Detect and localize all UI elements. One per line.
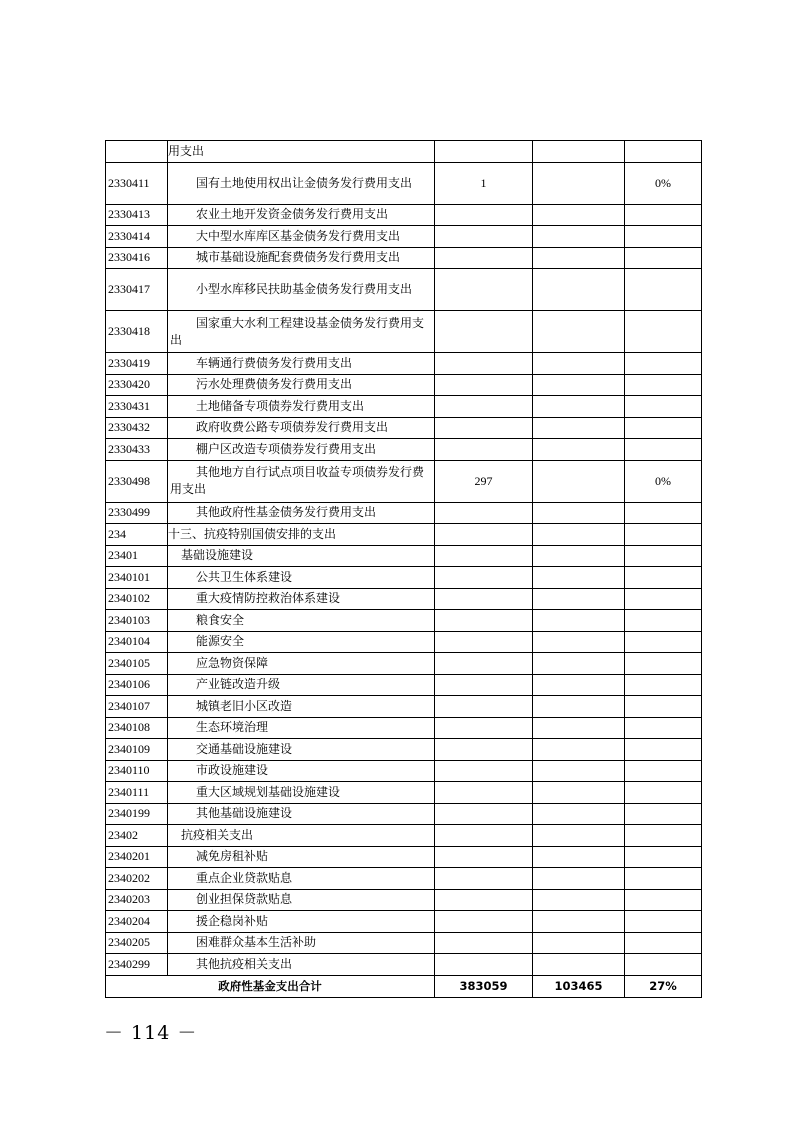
row-exec-value bbox=[533, 374, 625, 396]
total-percent-value: 27% bbox=[625, 975, 702, 997]
table-row bbox=[106, 631, 702, 653]
row-percent-value bbox=[625, 739, 702, 761]
row-exec-value bbox=[533, 204, 625, 226]
row-code: 2340105 bbox=[106, 653, 168, 675]
row-code: 2330431 bbox=[106, 396, 168, 418]
table-row bbox=[106, 911, 702, 933]
row-budget-value bbox=[435, 524, 533, 546]
row-code: 2340109 bbox=[106, 739, 168, 761]
table-row bbox=[106, 889, 702, 911]
table-row bbox=[106, 353, 702, 375]
row-code: 2330416 bbox=[106, 247, 168, 269]
page-number: － 114 － bbox=[104, 1022, 198, 1044]
row-budget-value bbox=[435, 269, 533, 311]
table-row bbox=[106, 396, 702, 418]
row-exec-value bbox=[533, 846, 625, 868]
row-budget-value bbox=[435, 911, 533, 933]
row-code: 2340111 bbox=[106, 782, 168, 804]
row-name: 其他抗疫相关支出 bbox=[168, 954, 435, 976]
row-percent-value: 0% bbox=[625, 460, 702, 502]
row-budget-value bbox=[435, 204, 533, 226]
row-code: 2330420 bbox=[106, 374, 168, 396]
row-code: 2340203 bbox=[106, 889, 168, 911]
table-row bbox=[106, 374, 702, 396]
row-exec-value bbox=[533, 545, 625, 567]
table-row bbox=[106, 460, 702, 502]
row-name: 能源安全 bbox=[168, 631, 435, 653]
row-code: 2330417 bbox=[106, 269, 168, 311]
row-code: 2330413 bbox=[106, 204, 168, 226]
row-name: 车辆通行费债务发行费用支出 bbox=[168, 353, 435, 375]
row-exec-value bbox=[533, 353, 625, 375]
table-row bbox=[106, 932, 702, 954]
row-budget-value bbox=[435, 311, 533, 353]
table-row bbox=[106, 696, 702, 718]
row-name: 政府收费公路专项债券发行费用支出 bbox=[168, 417, 435, 439]
row-budget-value bbox=[435, 567, 533, 589]
row-percent-value bbox=[625, 803, 702, 825]
row-code bbox=[106, 141, 168, 163]
row-percent-value bbox=[625, 717, 702, 739]
row-exec-value bbox=[533, 674, 625, 696]
row-exec-value bbox=[533, 567, 625, 589]
row-name: 援企稳岗补贴 bbox=[168, 911, 435, 933]
row-code: 2340204 bbox=[106, 911, 168, 933]
row-budget-value bbox=[435, 932, 533, 954]
row-code: 2340108 bbox=[106, 717, 168, 739]
row-exec-value bbox=[533, 868, 625, 890]
row-budget-value bbox=[435, 396, 533, 418]
row-name: 污水处理费债务发行费用支出 bbox=[168, 374, 435, 396]
row-name: 交通基础设施建设 bbox=[168, 739, 435, 761]
row-percent-value bbox=[625, 631, 702, 653]
row-percent-value bbox=[625, 868, 702, 890]
row-budget-value bbox=[435, 502, 533, 524]
row-name: 公共卫生体系建设 bbox=[168, 567, 435, 589]
row-name: 其他基础设施建设 bbox=[168, 803, 435, 825]
row-budget-value bbox=[435, 696, 533, 718]
row-percent-value bbox=[625, 247, 702, 269]
table-row bbox=[106, 760, 702, 782]
row-exec-value bbox=[533, 739, 625, 761]
table-row bbox=[106, 545, 702, 567]
row-exec-value bbox=[533, 803, 625, 825]
table-row bbox=[106, 803, 702, 825]
row-budget-value bbox=[435, 439, 533, 461]
row-exec-value bbox=[533, 311, 625, 353]
row-percent-value bbox=[625, 439, 702, 461]
expenditure-table-body bbox=[106, 141, 702, 976]
row-percent-value bbox=[625, 932, 702, 954]
table-row bbox=[106, 247, 702, 269]
row-budget-value: 297 bbox=[435, 460, 533, 502]
row-exec-value bbox=[533, 696, 625, 718]
table-row bbox=[106, 162, 702, 204]
row-budget-value bbox=[435, 610, 533, 632]
table-row bbox=[106, 782, 702, 804]
row-percent-value bbox=[625, 954, 702, 976]
row-exec-value bbox=[533, 717, 625, 739]
row-name: 生态环境治理 bbox=[168, 717, 435, 739]
row-exec-value bbox=[533, 588, 625, 610]
row-budget-value bbox=[435, 247, 533, 269]
row-budget-value bbox=[435, 226, 533, 248]
total-label: 政府性基金支出合计 bbox=[106, 975, 435, 997]
row-code: 2330433 bbox=[106, 439, 168, 461]
table-row bbox=[106, 588, 702, 610]
row-name: 国家重大水利工程建设基金债务发行费用支出 bbox=[168, 311, 435, 353]
row-percent-value bbox=[625, 545, 702, 567]
row-budget-value bbox=[435, 868, 533, 890]
row-budget-value bbox=[435, 588, 533, 610]
row-code: 234 bbox=[106, 524, 168, 546]
row-percent-value bbox=[625, 396, 702, 418]
row-name: 重大区域规划基础设施建设 bbox=[168, 782, 435, 804]
row-code: 2340199 bbox=[106, 803, 168, 825]
row-percent-value bbox=[625, 782, 702, 804]
row-name: 十三、抗疫特别国债安排的支出 bbox=[168, 524, 435, 546]
row-exec-value bbox=[533, 247, 625, 269]
table-row bbox=[106, 417, 702, 439]
table-row bbox=[106, 674, 702, 696]
row-exec-value bbox=[533, 911, 625, 933]
table-row bbox=[106, 141, 702, 163]
table-row bbox=[106, 868, 702, 890]
row-budget-value bbox=[435, 631, 533, 653]
row-exec-value bbox=[533, 396, 625, 418]
total-budget-value: 383059 bbox=[435, 975, 533, 997]
row-name: 其他政府性基金债务发行费用支出 bbox=[168, 502, 435, 524]
row-name: 用支出 bbox=[168, 141, 435, 163]
table-row bbox=[106, 954, 702, 976]
row-budget-value bbox=[435, 889, 533, 911]
row-budget-value bbox=[435, 846, 533, 868]
row-exec-value bbox=[533, 760, 625, 782]
row-percent-value bbox=[625, 204, 702, 226]
row-percent-value bbox=[625, 588, 702, 610]
row-percent-value bbox=[625, 696, 702, 718]
row-name: 重大疫情防控救治体系建设 bbox=[168, 588, 435, 610]
total-row bbox=[106, 975, 702, 997]
row-code: 2340201 bbox=[106, 846, 168, 868]
row-code: 2340299 bbox=[106, 954, 168, 976]
row-name: 小型水库移民扶助基金债务发行费用支出 bbox=[168, 269, 435, 311]
table-row bbox=[106, 653, 702, 675]
row-code: 23402 bbox=[106, 825, 168, 847]
row-percent-value bbox=[625, 141, 702, 163]
row-exec-value bbox=[533, 417, 625, 439]
row-percent-value bbox=[625, 760, 702, 782]
table-row bbox=[106, 502, 702, 524]
row-percent-value bbox=[625, 311, 702, 353]
row-budget-value bbox=[435, 803, 533, 825]
row-exec-value bbox=[533, 269, 625, 311]
row-name: 城市基础设施配套费债务发行费用支出 bbox=[168, 247, 435, 269]
row-exec-value bbox=[533, 889, 625, 911]
row-code: 2340110 bbox=[106, 760, 168, 782]
row-budget-value bbox=[435, 825, 533, 847]
total-exec-value: 103465 bbox=[533, 975, 625, 997]
row-budget-value bbox=[435, 674, 533, 696]
row-name: 基础设施建设 bbox=[168, 545, 435, 567]
row-name: 困难群众基本生活补助 bbox=[168, 932, 435, 954]
row-exec-value bbox=[533, 631, 625, 653]
row-exec-value bbox=[533, 439, 625, 461]
row-name: 国有土地使用权出让金债务发行费用支出 bbox=[168, 162, 435, 204]
row-name: 重点企业贷款贴息 bbox=[168, 868, 435, 890]
row-budget-value bbox=[435, 417, 533, 439]
row-percent-value bbox=[625, 889, 702, 911]
row-name: 减免房租补贴 bbox=[168, 846, 435, 868]
row-name: 城镇老旧小区改造 bbox=[168, 696, 435, 718]
expenditure-table bbox=[105, 140, 702, 998]
row-percent-value bbox=[625, 524, 702, 546]
row-percent-value bbox=[625, 502, 702, 524]
row-code: 2340107 bbox=[106, 696, 168, 718]
row-code: 2340102 bbox=[106, 588, 168, 610]
row-name: 土地储备专项债券发行费用支出 bbox=[168, 396, 435, 418]
row-name: 大中型水库库区基金债务发行费用支出 bbox=[168, 226, 435, 248]
row-budget-value bbox=[435, 782, 533, 804]
row-code: 2330414 bbox=[106, 226, 168, 248]
row-code: 2340106 bbox=[106, 674, 168, 696]
row-budget-value bbox=[435, 545, 533, 567]
row-code: 2330419 bbox=[106, 353, 168, 375]
table-row bbox=[106, 204, 702, 226]
row-code: 23401 bbox=[106, 545, 168, 567]
row-percent-value bbox=[625, 846, 702, 868]
table-row bbox=[106, 226, 702, 248]
table-row bbox=[106, 567, 702, 589]
row-exec-value bbox=[533, 524, 625, 546]
table-row bbox=[106, 825, 702, 847]
row-budget-value bbox=[435, 374, 533, 396]
row-exec-value bbox=[533, 460, 625, 502]
row-code: 2330499 bbox=[106, 502, 168, 524]
row-name: 产业链改造升级 bbox=[168, 674, 435, 696]
row-exec-value bbox=[533, 502, 625, 524]
row-code: 2340202 bbox=[106, 868, 168, 890]
row-code: 2330418 bbox=[106, 311, 168, 353]
row-budget-value: 1 bbox=[435, 162, 533, 204]
row-code: 2340205 bbox=[106, 932, 168, 954]
row-budget-value bbox=[435, 653, 533, 675]
row-percent-value bbox=[625, 825, 702, 847]
row-exec-value bbox=[533, 162, 625, 204]
row-exec-value bbox=[533, 932, 625, 954]
table-row bbox=[106, 269, 702, 311]
table-row bbox=[106, 846, 702, 868]
row-percent-value bbox=[625, 417, 702, 439]
row-code: 2340101 bbox=[106, 567, 168, 589]
row-budget-value bbox=[435, 739, 533, 761]
row-code: 2330432 bbox=[106, 417, 168, 439]
row-code: 2340104 bbox=[106, 631, 168, 653]
row-name: 应急物资保障 bbox=[168, 653, 435, 675]
row-code: 2330411 bbox=[106, 162, 168, 204]
row-name: 棚户区改造专项债券发行费用支出 bbox=[168, 439, 435, 461]
row-percent-value bbox=[625, 911, 702, 933]
row-exec-value bbox=[533, 954, 625, 976]
row-name: 创业担保贷款贴息 bbox=[168, 889, 435, 911]
row-budget-value bbox=[435, 760, 533, 782]
table-row bbox=[106, 717, 702, 739]
row-name: 市政设施建设 bbox=[168, 760, 435, 782]
row-exec-value bbox=[533, 226, 625, 248]
row-percent-value bbox=[625, 567, 702, 589]
row-exec-value bbox=[533, 141, 625, 163]
row-percent-value bbox=[625, 226, 702, 248]
table-row bbox=[106, 610, 702, 632]
row-percent-value bbox=[625, 374, 702, 396]
row-name: 其他地方自行试点项目收益专项债券发行费用支出 bbox=[168, 460, 435, 502]
row-code: 2330498 bbox=[106, 460, 168, 502]
table-row bbox=[106, 439, 702, 461]
row-exec-value bbox=[533, 782, 625, 804]
row-budget-value bbox=[435, 717, 533, 739]
table-row bbox=[106, 311, 702, 353]
row-percent-value bbox=[625, 674, 702, 696]
row-budget-value bbox=[435, 954, 533, 976]
row-name: 农业土地开发资金债务发行费用支出 bbox=[168, 204, 435, 226]
row-code: 2340103 bbox=[106, 610, 168, 632]
row-name: 粮食安全 bbox=[168, 610, 435, 632]
row-percent-value bbox=[625, 353, 702, 375]
row-percent-value bbox=[625, 610, 702, 632]
row-budget-value bbox=[435, 141, 533, 163]
row-exec-value bbox=[533, 610, 625, 632]
table-row bbox=[106, 524, 702, 546]
row-percent-value: 0% bbox=[625, 162, 702, 204]
table-row bbox=[106, 739, 702, 761]
row-percent-value bbox=[625, 269, 702, 311]
row-name: 抗疫相关支出 bbox=[168, 825, 435, 847]
row-budget-value bbox=[435, 353, 533, 375]
row-exec-value bbox=[533, 825, 625, 847]
row-exec-value bbox=[533, 653, 625, 675]
row-percent-value bbox=[625, 653, 702, 675]
